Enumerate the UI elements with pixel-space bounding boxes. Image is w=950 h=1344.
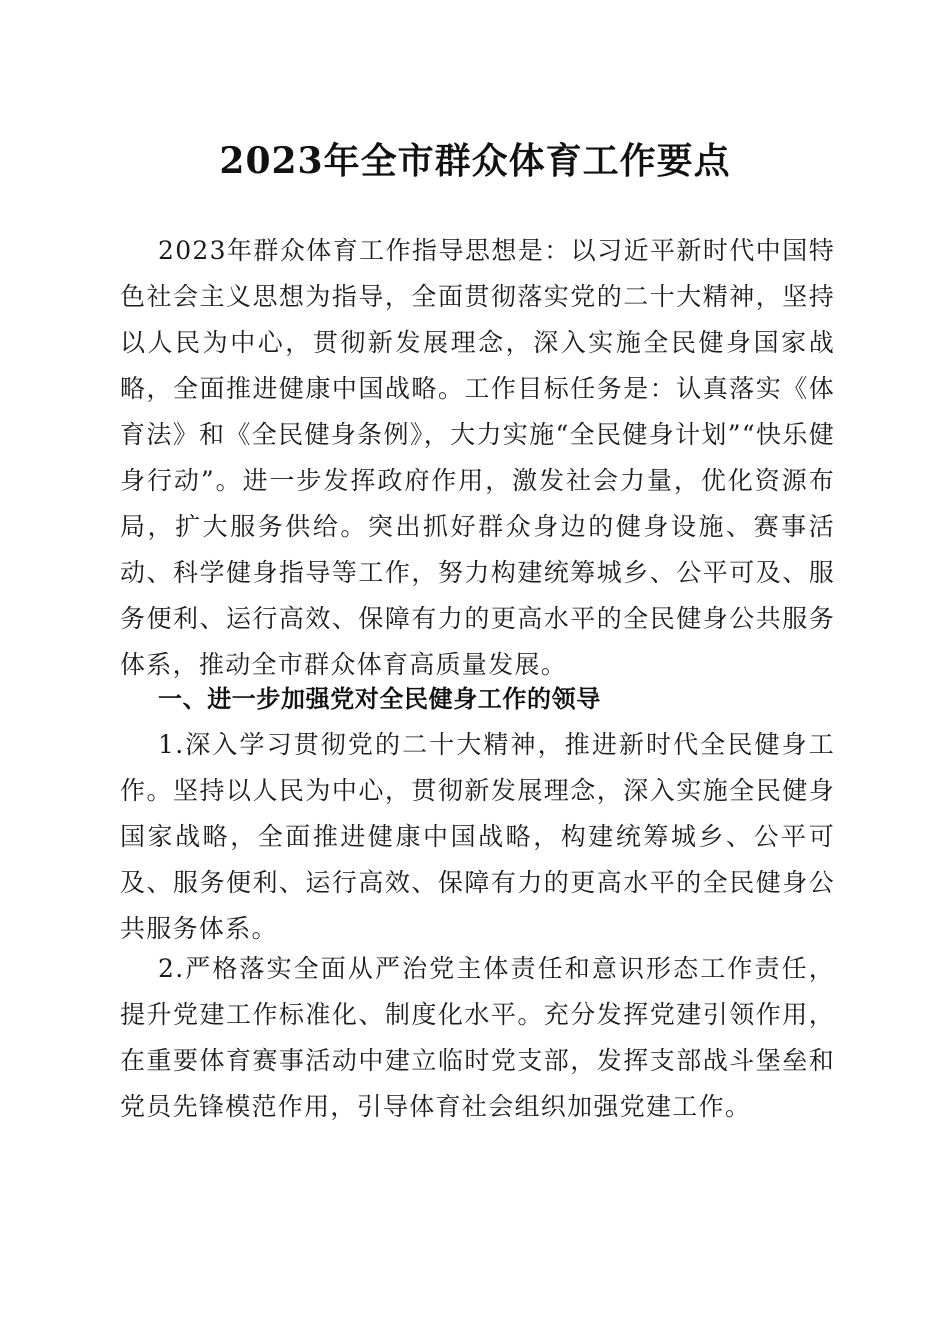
section-heading: 一、进一步加强党对全民健身工作的领导 [158, 685, 601, 713]
intro-paragraph: 2023年群众体育工作指导思想是：以习近平新时代中国特色社会主义思想为指导，全面贯彻落实党的二十大精神，坚持以人民为中心，贯彻新发展理念，深入实施全民健身国家战略，全面推进健康中国战略。工作目标任务是：认真落实《体育法》和《全民健身条例》，大力实施“全民健身计划”“快乐健身行动”。进一步发挥政府作用，激发社会力量，优化资源布局，扩大服务供给。突出抓好群众身边的健身设施、赛事活动、科学健身指导等工作，努力构建统筹城乡、公平可及、服务便利、运行高效、保障有力的更高水平的全民健身公共服务体系，推动全市群众体育高质量发展。 [120, 236, 835, 679]
section-item-2: 2.严格落实全面从严治党主体责任和意识形态工作责任，提升党建工作标准化、制度化水平。充分发挥党建引领作用，在重要体育赛事活动中建立临时党支部，发挥支部战斗堡垒和党员先锋模范作用，引导体育社会组织加强党建工作。 [120, 954, 835, 1121]
document-title: 2023年全市群众体育工作要点 [219, 140, 731, 182]
section-item-1: 1.深入学习贯彻党的二十大精神，推进新时代全民健身工作。坚持以人民为中心，贯彻新发展理念，深入实施全民健身国家战略，全面推进健康中国战略，构建统筹城乡、公平可及、服务便利、运行高效、保障有力的更高水平的全民健身公共服务体系。 [120, 730, 835, 943]
